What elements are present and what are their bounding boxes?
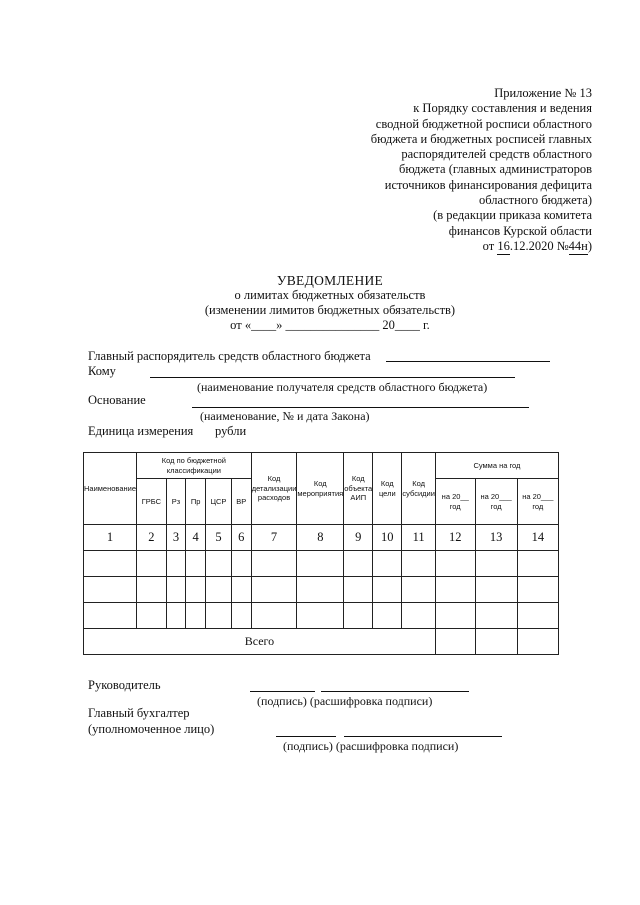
recipient-caption: (наименование получателя средств областного бюджета) <box>197 380 488 394</box>
appendix-line: (в редакции приказа комитета <box>433 208 592 223</box>
head-signature-line[interactable] <box>250 691 315 692</box>
appendix-line: к Порядку составления и ведения <box>413 101 592 116</box>
header-subsidy-code: Код субсидии <box>402 453 435 525</box>
table-cell[interactable] <box>186 551 206 577</box>
notice-date-line: от «____» _______________ 20____ г. <box>230 318 430 332</box>
basis-label: Основание <box>88 393 146 407</box>
table-cell[interactable] <box>166 577 186 603</box>
table-row <box>84 551 559 577</box>
table-cell[interactable] <box>84 603 137 629</box>
accountant-sublabel: (уполномоченное лицо) <box>88 722 215 736</box>
notice-heading: УВЕДОМЛЕНИЕ <box>276 273 384 288</box>
table-row <box>84 577 559 603</box>
table-cell[interactable] <box>137 603 167 629</box>
appendix-line: распорядителей средств областного <box>401 147 592 162</box>
table-cell[interactable] <box>206 603 232 629</box>
header-year-3: на 20___ год <box>517 479 558 525</box>
header-goal-code: Код цели <box>373 453 402 525</box>
table-row <box>84 603 559 629</box>
table-cell[interactable] <box>186 603 206 629</box>
table-cell[interactable] <box>206 551 232 577</box>
column-number: 4 <box>186 525 206 551</box>
notice-subtitle: о лимитах бюджетных обязательств <box>234 288 426 302</box>
main-manager-label: Главный распорядитель средств областного бюджета <box>88 349 371 363</box>
column-number: 2 <box>137 525 167 551</box>
appendix-line: финансов Курской области <box>448 223 592 238</box>
table-cell[interactable] <box>435 577 475 603</box>
column-numbers-row <box>84 525 559 551</box>
table-cell[interactable] <box>344 603 373 629</box>
notice-subtitle-alt: (изменении лимитов бюджетных обязательств) <box>204 303 456 317</box>
table-cell[interactable] <box>297 577 344 603</box>
column-number: 11 <box>402 525 435 551</box>
table-cell[interactable] <box>517 603 558 629</box>
column-number: 13 <box>475 525 517 551</box>
appendix-header <box>292 86 592 255</box>
date-suffix: ) <box>587 238 592 253</box>
table-cell[interactable] <box>373 551 402 577</box>
column-number: 6 <box>231 525 251 551</box>
table-cell[interactable] <box>251 577 297 603</box>
header-event-code: Код мероприятия <box>297 453 344 525</box>
column-number: 3 <box>166 525 186 551</box>
date-prefix: от <box>482 238 498 253</box>
header-aip-code: Код объекта АИП <box>344 453 373 525</box>
head-name-line[interactable] <box>321 691 469 692</box>
appendix-line: областного бюджета) <box>479 193 592 208</box>
table-cell[interactable] <box>475 603 517 629</box>
header-year-2: на 20___ год <box>475 479 517 525</box>
recipient-label: Кому <box>88 364 116 378</box>
main-manager-field[interactable] <box>386 361 550 362</box>
table-cell[interactable] <box>373 577 402 603</box>
appendix-line: Приложение № 13 <box>494 86 592 100</box>
column-number: 1 <box>84 525 137 551</box>
table-cell[interactable] <box>344 551 373 577</box>
table-cell[interactable] <box>84 577 137 603</box>
table-cell[interactable] <box>231 551 251 577</box>
table-cell[interactable] <box>251 551 297 577</box>
header-grbs: ГРБС <box>137 479 167 525</box>
head-caption: (подпись) (расшифровка подписи) <box>257 694 433 708</box>
table-cell[interactable] <box>344 577 373 603</box>
header-csr: ЦСР <box>206 479 232 525</box>
column-number: 10 <box>373 525 402 551</box>
accountant-caption: (подпись) (расшифровка подписи) <box>283 739 459 753</box>
table-cell[interactable] <box>402 577 435 603</box>
table-cell[interactable] <box>297 551 344 577</box>
date-day: 16 <box>497 239 510 255</box>
total-cell[interactable] <box>475 629 517 655</box>
column-number: 8 <box>297 525 344 551</box>
appendix-date-line <box>292 239 592 255</box>
header-rz: Рз <box>166 479 186 525</box>
table-cell[interactable] <box>435 551 475 577</box>
table-cell[interactable] <box>251 603 297 629</box>
appendix-line: бюджета (главных администраторов <box>398 162 592 177</box>
date-rest: .12.2020 № <box>509 238 569 253</box>
table-cell[interactable] <box>186 577 206 603</box>
appendix-line: сводной бюджетной росписи областного <box>375 116 592 131</box>
table-cell[interactable] <box>373 603 402 629</box>
table-cell[interactable] <box>137 577 167 603</box>
column-number: 14 <box>517 525 558 551</box>
accountant-name-line[interactable] <box>344 736 502 737</box>
unit-value: рубли <box>215 424 247 438</box>
table-cell[interactable] <box>517 551 558 577</box>
table-cell[interactable] <box>84 551 137 577</box>
table-cell[interactable] <box>517 577 558 603</box>
accountant-label: Главный бухгалтер <box>88 706 190 720</box>
header-sum-group: Сумма на год <box>435 453 558 479</box>
appendix-line: источников финансирования дефицита <box>384 177 592 192</box>
column-number: 5 <box>206 525 232 551</box>
total-label: Всего <box>84 629 436 655</box>
table-cell[interactable] <box>166 603 186 629</box>
order-number: 44н <box>569 239 588 255</box>
column-number: 7 <box>251 525 297 551</box>
notice-title-block <box>180 273 480 333</box>
table-cell[interactable] <box>231 603 251 629</box>
column-number: 9 <box>344 525 373 551</box>
table-cell[interactable] <box>166 551 186 577</box>
header-detail-code: Код детализации расходов <box>251 453 297 525</box>
header-name: Наименование <box>84 453 137 525</box>
table-cell[interactable] <box>475 577 517 603</box>
table-cell[interactable] <box>206 577 232 603</box>
header-year-1: на 20__ год <box>435 479 475 525</box>
basis-caption: (наименование, № и дата Закона) <box>200 409 370 423</box>
table-cell[interactable] <box>231 577 251 603</box>
table-cell[interactable] <box>475 551 517 577</box>
unit-label: Единица измерения <box>88 424 194 438</box>
recipient-field[interactable] <box>150 377 515 378</box>
table-cell[interactable] <box>435 603 475 629</box>
total-cell[interactable] <box>517 629 558 655</box>
header-pr: Пр <box>186 479 206 525</box>
column-number: 12 <box>435 525 475 551</box>
total-row <box>84 629 559 655</box>
total-cell[interactable] <box>435 629 475 655</box>
header-code-group: Код по бюджетной классификации <box>137 453 252 479</box>
header-vr: ВР <box>231 479 251 525</box>
limits-table <box>83 452 559 655</box>
table-cell[interactable] <box>402 551 435 577</box>
accountant-signature-line[interactable] <box>276 736 336 737</box>
appendix-line: бюджета и бюджетных росписей главных <box>370 131 592 146</box>
table-cell[interactable] <box>297 603 344 629</box>
basis-field[interactable] <box>192 407 529 408</box>
table-cell[interactable] <box>402 603 435 629</box>
head-label: Руководитель <box>88 678 161 692</box>
table-cell[interactable] <box>137 551 167 577</box>
